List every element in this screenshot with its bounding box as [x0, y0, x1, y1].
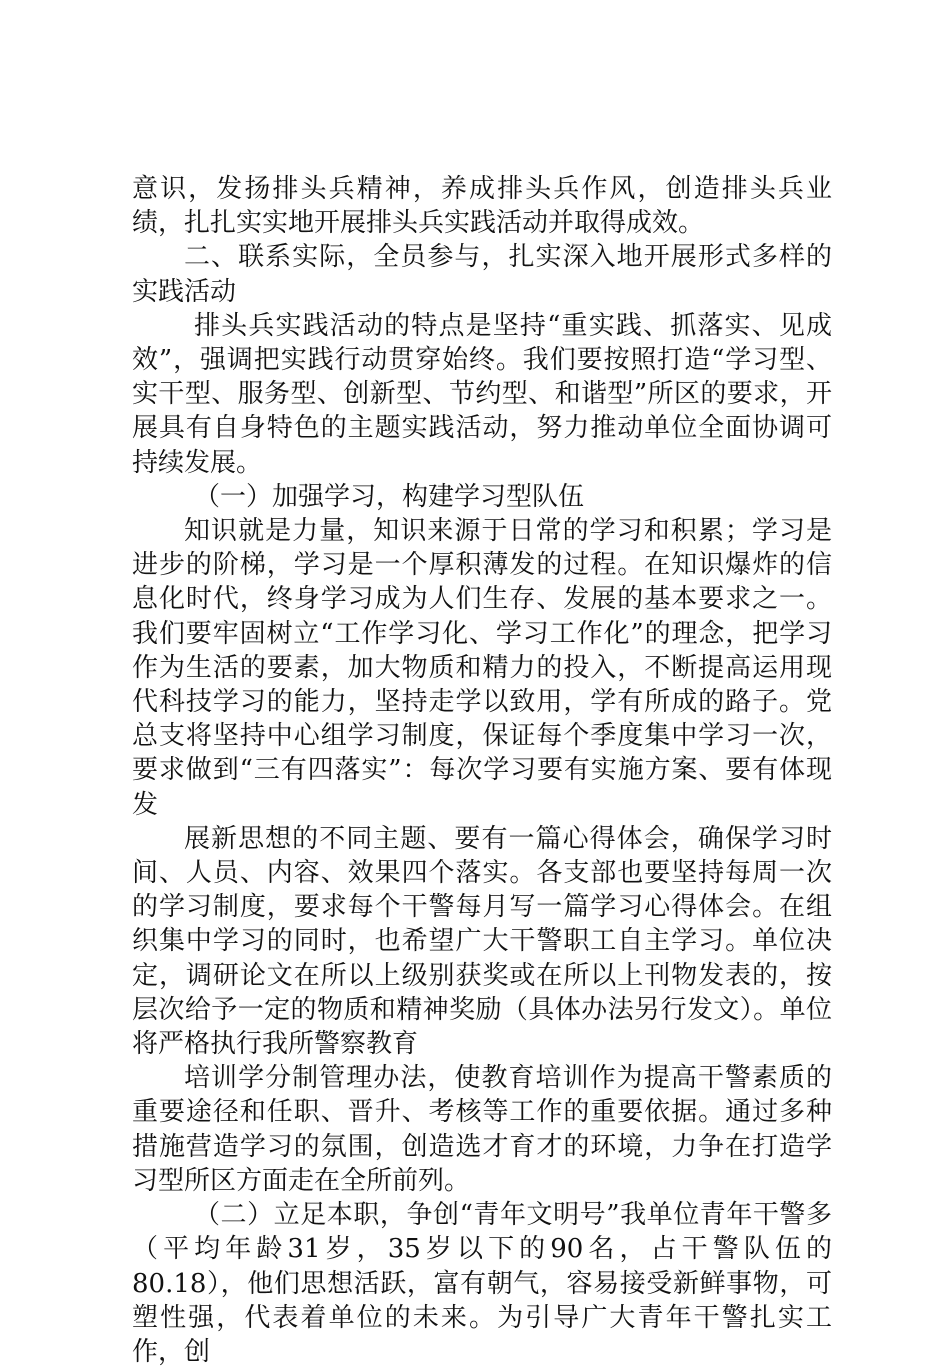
- document-body: [132, 172, 832, 1369]
- paragraph-practice-features: 排头兵实践活动的特点是坚持“重实践、抓落实、见成效”，强调把实践行动贯穿始终。我们要按照打造“学习型、实干型、服务型、创新型、节约型、和谐型”所区的要求，开展具有自身特色的主题实践活动，努力推动单位全面协调可持续发展。: [132, 310, 832, 478]
- subsection-heading-two: （二）立足本职，争创“青年文明号”我单位青年干警多（平均年龄31岁，35岁以下的90名，占干警队伍的80.18），他们思想活跃，富有朝气，容易接受新鲜事物，可塑性强，代表着单位的未来。为引导广大青年干警扎实工作，创: [132, 1200, 832, 1367]
- paragraph-knowledge: 知识就是力量，知识来源于日常的学习和积累；学习是进步的阶梯，学习是一个厚积薄发的过程。在知识爆炸的信息化时代，终身学习成为人们生存、发展的基本要求之一。我们要牢固树立“工作学习化、学习工作化”的理念，把学习作为生活的要素，加大物质和精力的投入，不断提高运用现代科技学习的能力，坚持走学以致用，学有所成的路子。党总支将坚持中心组学习制度，保证每个季度集中学习一次，要求做到“三有四落实”：每次学习要有实施方案、要有体现发: [132, 516, 832, 820]
- section-heading-two: 二、联系实际，全员参与，扎实深入地开展形式多样的实践活动: [132, 242, 832, 307]
- subsection-heading-one: （一）加强学习，构建学习型队伍: [194, 481, 585, 512]
- paragraph-training-credits: 培训学分制管理办法，使教育培训作为提高干警素质的重要途径和任职、晋升、考核等工作的重要依据。通过多种措施营造学习的氛围，创造选才育才的环境，力争在打造学习型所区方面走在全所前列。: [132, 1063, 832, 1196]
- paragraph-continuation: 意识，发扬排头兵精神，养成排头兵作风，创造排头兵业绩，扎扎实实地开展排头兵实践活动并取得成效。: [132, 174, 832, 239]
- paragraph-new-thinking: 展新思想的不同主题、要有一篇心得体会，确保学习时间、人员、内容、效果四个落实。各支部也要坚持每周一次的学习制度，要求每个干警每月写一篇学习心得体会。在组织集中学习的同时，也希望广大干警职工自主学习。单位决定，调研论文在所以上级别获奖或在所以上刊物发表的，按层次给予一定的物质和精神奖励（具体办法另行发文）。单位将严格执行我所警察教育: [132, 823, 832, 1060]
